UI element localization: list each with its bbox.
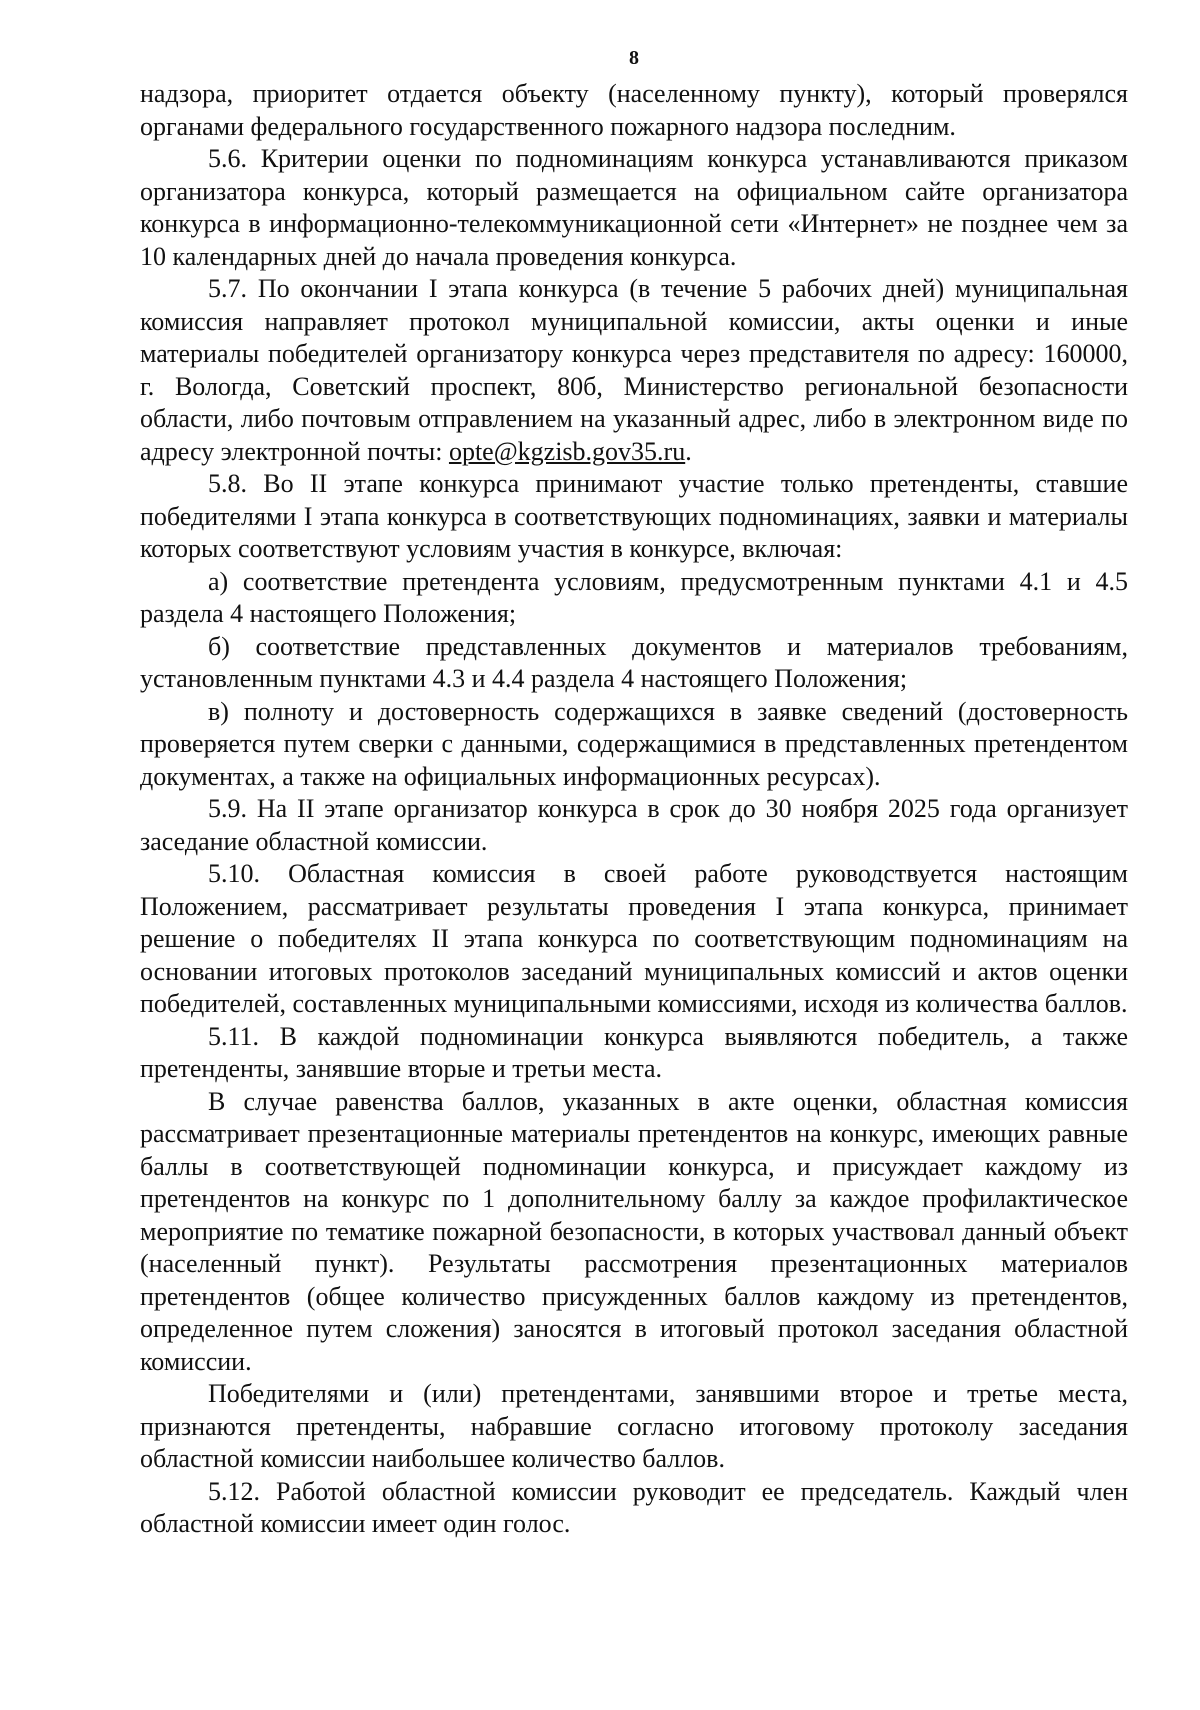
document-body [140, 78, 1128, 1541]
paragraph-5-11: 5.11. В каждой подноминации конкурса выявляются победитель, а также претенденты, занявшие вторые и третьи места. [140, 1021, 1128, 1083]
paragraph-5-10: 5.10. Областная комиссия в своей работе руководствуется настоящим Положением, рассматривает результаты проведения I этапа конкурса, принимает решение о победителях II этапа конкурса по соответствующим подноминациям на основании итоговых протоколов заседаний муниципальных комиссий и актов оценки победителей, составленных муниципальными комиссиями, исходя из количества баллов. [140, 859, 1128, 1018]
paragraph-5-8-b: б) соответствие представленных документов и материалов требованиям, установленным пунктами 4.3 и 4.4 раздела 4 настоящего Положения; [140, 631, 1128, 693]
paragraph-5-6: 5.6. Критерии оценки по подноминациям конкурса устанавливаются приказом организатора конкурса, который размещается на официальном сайте организатора конкурса в информационно-телекоммуникационной сети «Интернет» не позднее чем за 10 календарных дней до начала проведения конкурса. [140, 144, 1128, 271]
paragraph-5-12: 5.12. Работой областной комиссии руководит ее председатель. Каждый член областной комиссии имеет один голос. [140, 1476, 1128, 1538]
email-link[interactable]: opte@kgzisb.gov35.ru [448, 436, 686, 466]
paragraph-5-8: 5.8. Во II этапе конкурса принимают участие только претенденты, ставшие победителями I этапа конкурса в соответствующих подноминациях, заявки и материалы которых соответствуют условиям участия в конкурсе, включая: [140, 469, 1128, 563]
paragraph-tie-break: В случае равенства баллов, указанных в акте оценки, областная комиссия рассматривает презентационные материалы претендентов на конкурс, имеющих равные баллы в соответствующей подноминации конкурса, и присуждает каждому из претендентов на конкурс по 1 дополнительному баллу за каждое профилактическое мероприятие по тематике пожарной безопасности, в которых участвовал данный объект (населенный пункт). Результаты рассмотрения презентационных материалов претендентов (общее количество присужденных баллов каждому из претендентов, определенное путем сложения) заносятся в итоговый протокол заседания областной комиссии. [140, 1086, 1128, 1376]
paragraph-5-8-a: а) соответствие претендента условиям, предусмотренным пунктами 4.1 и 4.5 раздела 4 настоящего Положения; [140, 566, 1128, 628]
paragraph-5-7 [140, 273, 1128, 468]
paragraph-5-9: 5.9. На II этапе организатор конкурса в срок до 30 ноября 2025 года организует заседание областной комиссии. [140, 794, 1128, 856]
paragraph-winners: Победителями и (или) претендентами, занявшими второе и третье места, признаются претенденты, набравшие согласно итоговому протоколу заседания областной комиссии наибольшее количество баллов. [140, 1379, 1128, 1473]
paragraph-5-8-c: в) полноту и достоверность содержащихся в заявке сведений (достоверность проверяется путем сверки с данными, содержащимися в представленных претендентом документах, а также на официальных информационных ресурсах). [140, 696, 1128, 791]
paragraph-continuation: надзора, приоритет отдается объекту (населенному пункту), который проверялся органами федерального государственного пожарного надзора последним. [140, 79, 1128, 141]
page-number: 8 [629, 47, 639, 69]
paragraph-5-7-text: 5.7. По окончании I этапа конкурса (в течение 5 рабочих дней) муниципальная комиссия направляет протокол муниципальной комиссии, акты оценки и иные материалы победителей организатору конкурса через представителя по адресу: 160000, г. Вологда, Советский проспект, 80б, Министерство региональной безопасности области, либо почтовым отправлением на указанный адрес, либо в электронном виде по адресу электронной почты: [140, 274, 1128, 466]
paragraph-5-7-end: . [685, 436, 692, 466]
